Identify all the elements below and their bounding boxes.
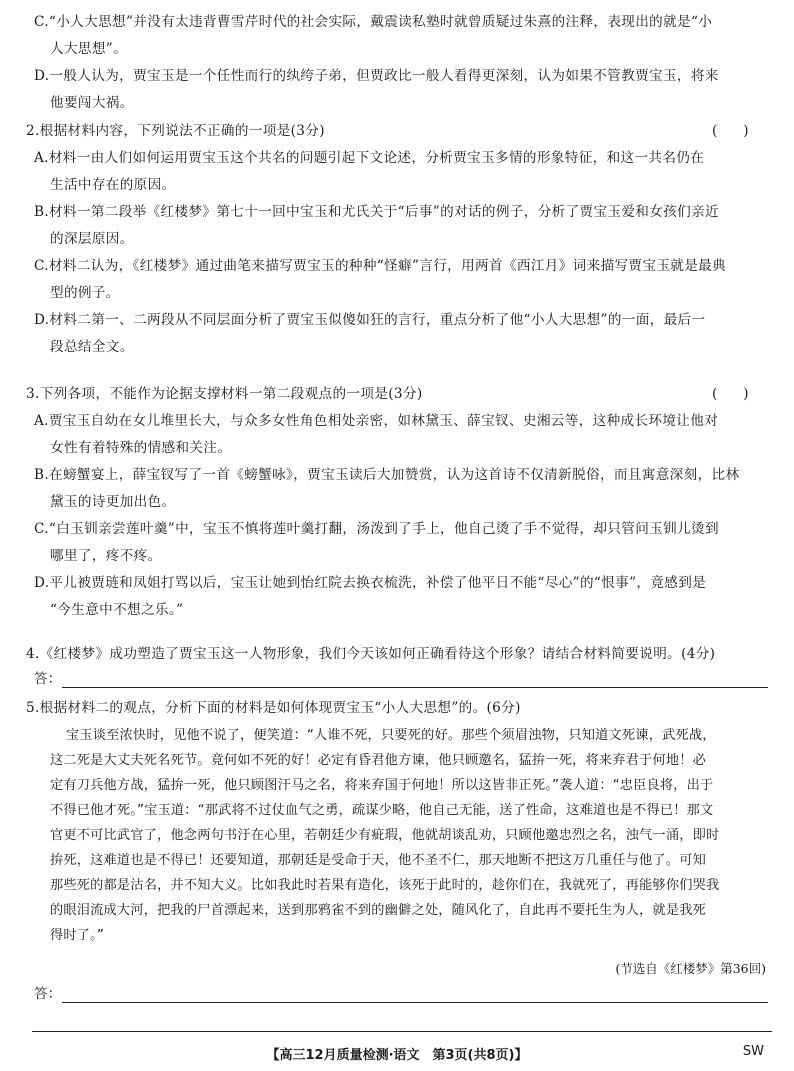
q4-answer-line[interactable] [62, 687, 768, 688]
q2-option-c-line1: C.材料二认为，《红楼梦》通过曲笔来描写贾宝玉的种种“怪癖”言行，用两首《西江月》词来描写贾宝玉就是最典 [34, 258, 727, 274]
q3-option-c-line2: 哪里了，疼不疼。 [50, 548, 162, 564]
q2-stem: 2.根据材料内容，下列说法不正确的一项是(3分) [26, 123, 325, 139]
q3-answer-bracket[interactable]: ( ) [712, 386, 749, 402]
q3-stem: 3.下列各项，不能作为论据支撑材料一第二段观点的一项是(3分) [26, 386, 423, 402]
q2-answer-bracket[interactable]: ( ) [712, 123, 749, 139]
q5-passage-line: 定有刀兵他方战，猛拚一死，他只顾图汗马之名，将来弃国于何地！所以这皆非正死。”袭人道：“忠臣良将，出于 [50, 778, 714, 793]
option-c-line1: C.“小人大思想”并没有太违背曹雪芹时代的社会实际，戴震读私塾时就曾质疑过朱熹的注释，表现出的就是“小 [34, 14, 713, 30]
q5-passage-line: 拚死，这难道也是不得已！还要知道，那朝廷是受命于天，他不圣不仁，那天地断不把这万几重任与他了。可知 [50, 853, 706, 868]
q2-option-b-line2: 的深层原因。 [50, 231, 134, 247]
q5-stem: 5.根据材料二的观点，分析下面的材料是如何体现贾宝玉“小人大思想”的。(6分) [26, 700, 521, 716]
q3-option-b-line1: B.在螃蟹宴上，薛宝钗写了一首《螃蟹咏》，贾宝玉读后大加赞赏，认为这首诗不仅清新脱俗，而且寓意深刻，比林 [34, 467, 740, 483]
q5-source-note: (节选自《红楼梦》第36回) [615, 961, 766, 976]
q5-passage-line: 宝玉谈至浓快时，见他不说了，便笑道：“人谁不死，只要死的好。那些个须眉浊物，只知道文死谏，武死战， [66, 728, 716, 743]
footer-code: SW [742, 1044, 764, 1059]
footer-divider [32, 1031, 772, 1032]
q5-passage-line: 的眼泪流成大河，把我的尸首漂起来，送到那鸦雀不到的幽僻之处，随风化了，自此再不要托生为人，就是我死 [50, 903, 706, 918]
q2-option-d-line1: D.材料二第一、二两段从不同层面分析了贾宝玉似傻如狂的言行，重点分析了他“小人大思想”的一面，最后一 [34, 312, 706, 328]
q2-option-a-line1: A.材料一由人们如何运用贾宝玉这个共名的问题引起下文论述，分析贾宝玉多情的形象特征，和这一共名仍在 [34, 150, 705, 166]
q5-passage-line: 不得已他才死。”宝玉道：“那武将不过仗血气之勇，疏谋少略，他自己无能，送了性命，这难道也是不得已！那文 [50, 803, 714, 818]
q4-stem: 4.《红楼梦》成功塑造了贾宝玉这一人物形象，我们今天该如何正确看待这个形象？请结合材料简要说明。(4分) [26, 646, 716, 662]
q3-option-a-line1: A.贾宝玉自幼在女儿堆里长大，与众多女性角色相处亲密，如林黛玉、薛宝钗、史湘云等，这种成长环境让他对 [34, 413, 719, 429]
q5-passage-line: 这二死是大丈夫死名死节。竟何如不死的好！必定有昏君他方谏，他只顾邀名，猛拚一死，将来弃君于何地！必 [50, 753, 706, 768]
option-d-line2: 他要闯大祸。 [50, 95, 134, 111]
q5-passage-line: 官更不可比武官了，他念两句书汙在心里，若朝廷少有疵瑕，他就胡谈乱劝，只顾他邀忠烈之名，浊气一涌，即时 [50, 828, 720, 843]
q2-option-d-line2: 段总结全文。 [50, 339, 134, 355]
q2-option-a-line2: 生活中存在的原因。 [50, 177, 176, 193]
q5-passage-line: 那些死的都是沽名，并不知大义。比如我此时若果有造化，该死于此时的，趁你们在，我就死了，再能够你们哭我 [50, 878, 720, 893]
option-d-line1: D.一般人认为，贾宝玉是一个任性而行的纨绔子弟，但贾政比一般人看得更深刻，认为如果不管教贾宝玉，将来 [34, 68, 719, 84]
option-c-line2: 人大思想”。 [50, 41, 128, 57]
q5-answer-line[interactable] [62, 1002, 768, 1003]
q3-option-d-line2: “今生意中不想之乐。” [50, 602, 184, 618]
q3-option-d-line1: D.平儿被贾琏和凤姐打骂以后，宝玉让她到怡红院去换衣梳洗，补偿了他平日不能“尽心”的“恨事”，竟感到是 [34, 575, 707, 591]
q5-answer-label: 答： [34, 986, 62, 1002]
q3-option-b-line2: 黛玉的诗更加出色。 [50, 494, 176, 510]
q2-option-c-line2: 型的例子。 [50, 285, 120, 301]
q2-option-b-line1: B.材料一第二段举《红楼梦》第七十一回中宝玉和尤氏关于“后事”的对话的例子，分析了贾宝玉爱和女孩们亲近 [34, 204, 719, 220]
page-footer: 【高三12月质量检测·语文 第3页(共8页)】 [266, 1048, 528, 1063]
q3-option-a-line2: 女性有着特殊的情感和关注。 [50, 440, 232, 456]
q3-option-c-line1: C.“白玉钏亲尝莲叶羹”中，宝玉不慎将莲叶羹打翻，汤泼到了手上，他自己烫了手不觉得，却只管问玉钏儿烫到 [34, 521, 719, 537]
q4-answer-label: 答： [34, 671, 62, 687]
q5-passage-line: 得时了。” [50, 928, 104, 943]
